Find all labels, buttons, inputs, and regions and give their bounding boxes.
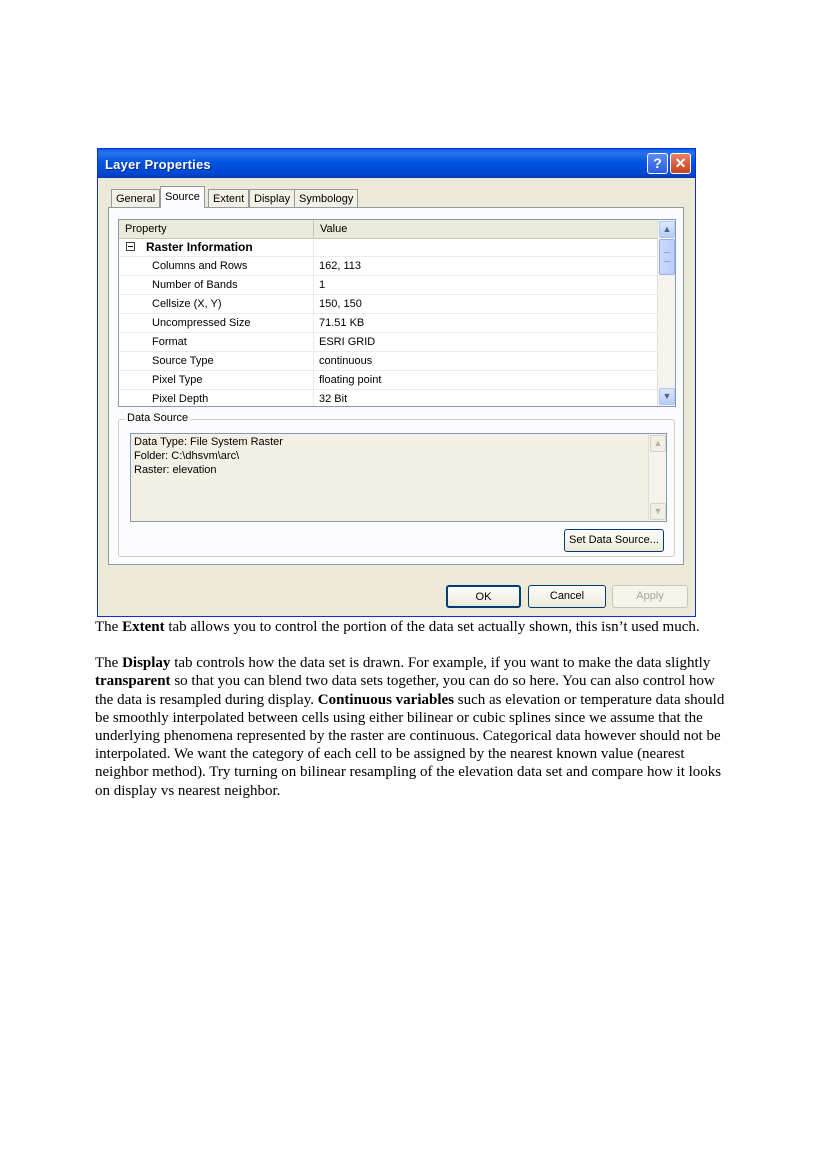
bold-term: Extent xyxy=(122,619,165,635)
property-name: Pixel Depth xyxy=(119,390,314,407)
property-value: 32 Bit xyxy=(319,393,348,405)
property-name: Columns and Rows xyxy=(119,257,314,275)
table-row[interactable] xyxy=(119,371,657,390)
extent-paragraph xyxy=(95,618,727,636)
text-run: so that you can blend two data sets together, you can do so here. You can also control how the data is resampled during display. xyxy=(95,673,715,708)
scroll-down-icon[interactable]: ▼ xyxy=(650,503,666,520)
data-source-group xyxy=(118,412,675,557)
bold-term: Continuous variables xyxy=(317,691,455,708)
apply-button[interactable]: Apply xyxy=(612,585,688,608)
set-data-source-button[interactable]: Set Data Source... xyxy=(564,529,664,552)
property-list-scrollbar[interactable] xyxy=(657,220,675,406)
data-source-text[interactable] xyxy=(130,433,667,522)
bold-term: transparent xyxy=(95,673,171,690)
display-paragraph xyxy=(95,654,727,800)
property-value: 162, 113 xyxy=(319,260,362,272)
data-source-line: Data Type: File System Raster xyxy=(134,436,283,448)
text-run: The xyxy=(95,655,123,672)
layer-properties-dialog xyxy=(97,148,696,617)
property-name: Pixel Type xyxy=(119,371,314,389)
text-run: tab allows you to control the portion of the data set actually shown, this isn’t used much. xyxy=(164,619,700,635)
table-row[interactable] xyxy=(119,276,657,295)
bold-term: Display xyxy=(122,655,171,672)
table-row[interactable] xyxy=(119,352,657,371)
ok-button[interactable]: OK xyxy=(446,585,521,608)
document-text xyxy=(95,618,727,800)
text-run: such as elevation or temperature data should be smoothly interpolated between cells using either bilinear or cubic splines since we assume that the underlying phenomena represented by the raster are continuous. Categorical data however should not be interpolated. We want the category of each cell to be assigned by the nearest known value (nearest neighbor method). Try turning on bilinear resampling of the elevation data set and compare how it looks on display vs nearest neighbor. xyxy=(95,691,725,799)
property-rows xyxy=(119,238,657,407)
property-name: Format xyxy=(119,333,314,351)
data-source-line: Folder: C:\dhsvm\arc\ xyxy=(134,450,240,462)
scroll-up-icon[interactable]: ▲ xyxy=(659,221,675,238)
data-source-line: Raster: elevation xyxy=(134,464,217,476)
property-name: Source Type xyxy=(119,352,314,370)
table-row[interactable] xyxy=(119,257,657,276)
data-source-legend: Data Source xyxy=(127,412,189,424)
column-header-value[interactable]: Value xyxy=(320,223,348,235)
scroll-thumb[interactable] xyxy=(659,239,675,275)
tab-extent[interactable]: Extent xyxy=(208,189,249,207)
group-label: Raster Information xyxy=(119,238,314,256)
close-icon[interactable]: ✕ xyxy=(670,153,691,174)
source-tab-panel xyxy=(108,207,684,565)
scroll-up-icon[interactable]: ▲ xyxy=(650,435,666,452)
text-run: tab controls how the data set is drawn. For example, if you want to make the data slightly xyxy=(170,655,711,672)
dialog-title: Layer Properties xyxy=(105,157,211,172)
property-list-header xyxy=(119,220,657,239)
text-run: The xyxy=(95,619,123,635)
table-row[interactable] xyxy=(119,333,657,352)
property-value: floating point xyxy=(319,374,382,386)
property-value: 71.51 KB xyxy=(319,317,365,329)
table-row[interactable] xyxy=(119,295,657,314)
data-source-scrollbar[interactable] xyxy=(648,434,666,521)
table-row[interactable] xyxy=(119,390,657,407)
cancel-button[interactable]: Cancel xyxy=(528,585,606,608)
property-list[interactable] xyxy=(118,219,676,407)
help-icon[interactable]: ? xyxy=(647,153,668,174)
table-row[interactable] xyxy=(119,314,657,333)
property-value: 150, 150 xyxy=(319,298,362,310)
tab-symbology[interactable]: Symbology xyxy=(294,189,358,207)
property-name: Cellsize (X, Y) xyxy=(119,295,314,313)
group-value xyxy=(319,238,654,256)
tab-display[interactable]: Display xyxy=(249,189,295,207)
property-name: Uncompressed Size xyxy=(119,314,314,332)
property-value: ESRI GRID xyxy=(319,336,376,348)
scroll-down-icon[interactable]: ▼ xyxy=(659,388,675,405)
property-value: continuous xyxy=(319,355,373,367)
title-bar[interactable] xyxy=(98,149,695,178)
column-header-property[interactable]: Property xyxy=(119,220,314,238)
property-name: Number of Bands xyxy=(119,276,314,294)
tab-source[interactable]: Source xyxy=(160,186,205,208)
property-value: 1 xyxy=(319,279,326,291)
tab-general[interactable]: General xyxy=(111,189,160,207)
group-row-raster-information[interactable] xyxy=(119,238,657,257)
